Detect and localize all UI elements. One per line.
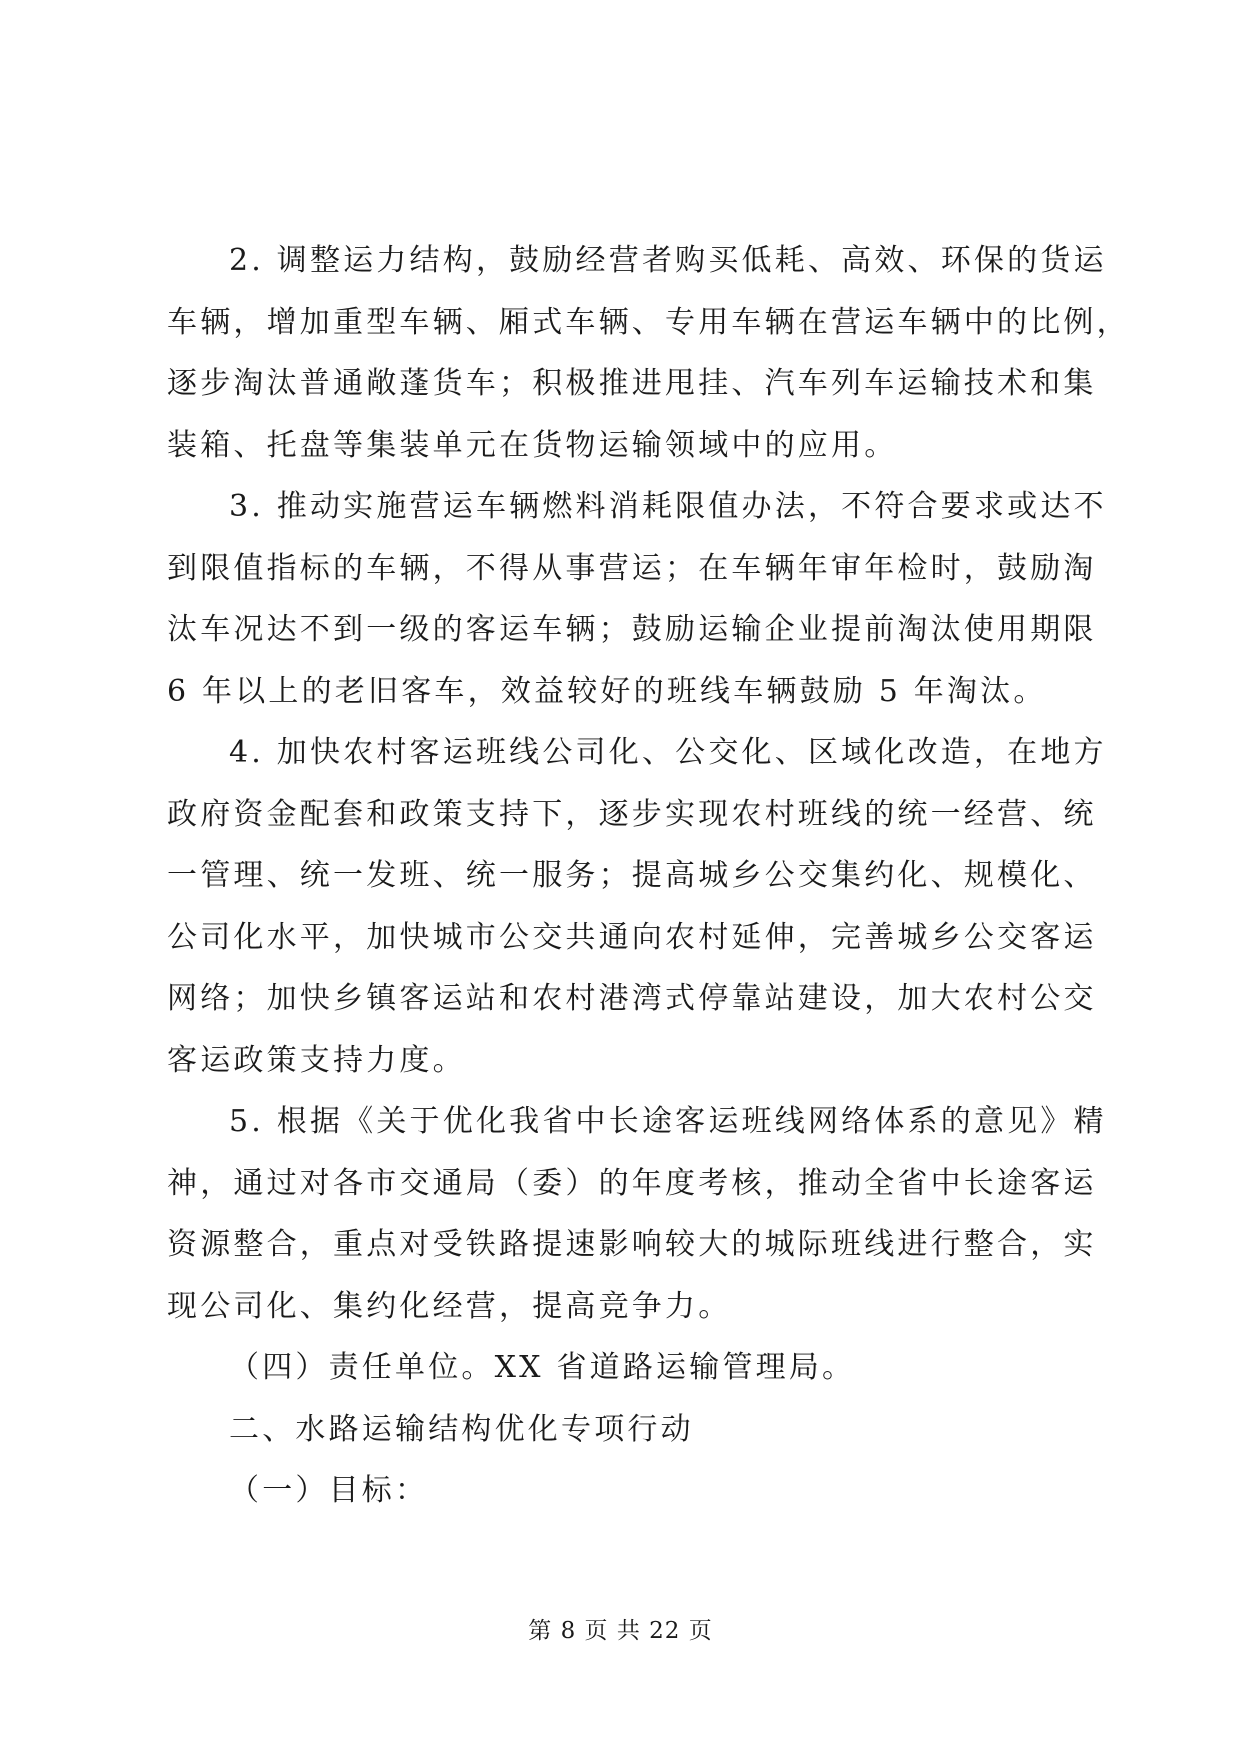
responsible-unit: [167, 1337, 1087, 1399]
text-line: 2. 调整运力结构，鼓励经营者购买低耗、高效、环保的货运: [229, 243, 1107, 278]
text-line: 到限值指标的车辆，不得从事营运；在车辆年审年检时，鼓励淘: [167, 550, 1097, 586]
text-line: 一管理、统一发班、统一服务；提高城乡公交集约化、规模化、: [167, 858, 1097, 893]
paragraph-4: [167, 1091, 1107, 1337]
text-line: 车辆，增加重型车辆、厢式车辆、专用车辆在营运车辆中的比例，: [167, 304, 1130, 340]
text-line: 6 年以上的老旧客车，效益较好的班线车辆鼓励 5 年淘汰。: [167, 673, 1047, 709]
text-line: 逐步淘汰普通敞蓬货车；积极推进甩挂、汽车列车运输技术和集: [167, 366, 1097, 401]
paragraph-3: [167, 722, 1107, 1091]
text-line: 4. 加快农村客运班线公司化、公交化、区域化改造，在地方: [229, 735, 1107, 770]
page-number-footer: 第 8 页 共 22 页: [528, 1618, 713, 1644]
document-body: [167, 230, 1130, 1522]
section-heading: [167, 1399, 1087, 1461]
text-line: 现公司化、集约化经营，提高竞争力。: [167, 1288, 732, 1324]
paragraph-1: [167, 230, 1130, 476]
text-line: 神，通过对各市交通局（委）的年度考核，推动全省中长途客运: [167, 1165, 1097, 1201]
subsection-heading: [167, 1460, 1087, 1522]
text-line: （一）目标：: [229, 1473, 429, 1508]
text-line: 二、水路运输结构优化专项行动: [229, 1411, 694, 1447]
paragraph-2: [167, 476, 1107, 722]
text-line: 装箱、托盘等集装单元在货物运输领域中的应用。: [167, 427, 898, 463]
text-line: （四）责任单位。XX 省道路运输管理局。: [229, 1350, 856, 1385]
text-line: 客运政策支持力度。: [167, 1042, 466, 1078]
text-line: 3. 推动实施营运车辆燃料消耗限值办法，不符合要求或达不: [229, 489, 1107, 524]
text-line: 公司化水平，加快城市公交共通向农村延伸，完善城乡公交客运: [167, 919, 1097, 955]
text-line: 资源整合，重点对受铁路提速影响较大的城际班线进行整合，实: [167, 1227, 1097, 1262]
text-line: 汰车况达不到一级的客运车辆；鼓励运输企业提前淘汰使用期限: [167, 612, 1097, 647]
text-line: 5. 根据《关于优化我省中长途客运班线网络体系的意见》精: [229, 1104, 1107, 1139]
text-line: 政府资金配套和政策支持下，逐步实现农村班线的统一经营、统: [167, 796, 1097, 832]
text-line: 网络；加快乡镇客运站和农村港湾式停靠站建设，加大农村公交: [167, 981, 1097, 1016]
